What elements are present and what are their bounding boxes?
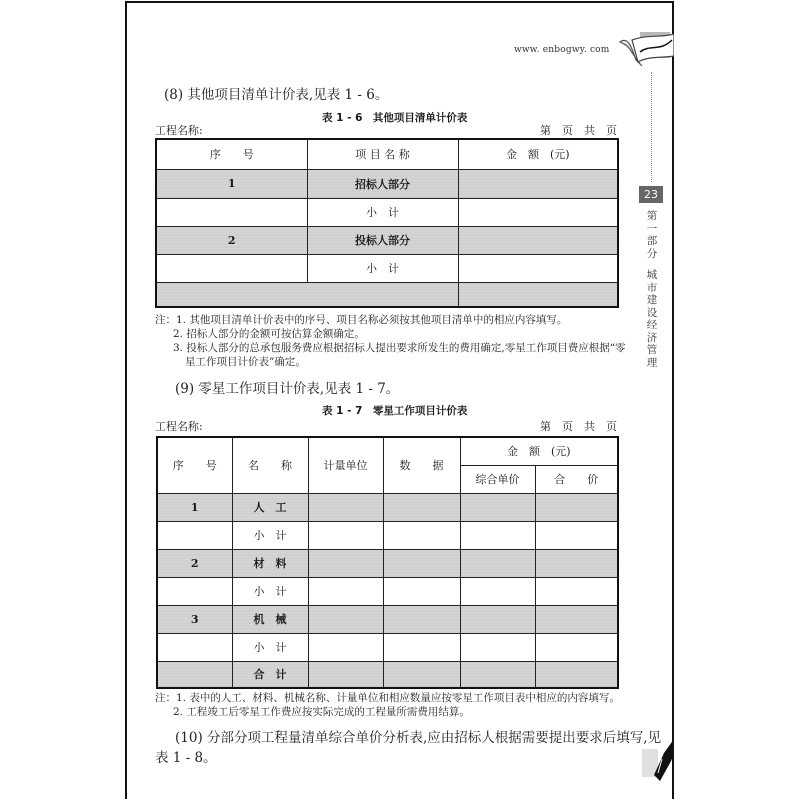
table-header-row: [156, 139, 618, 169]
table-row: 小 计: [157, 521, 618, 549]
table-row: 3 机 械: [157, 605, 618, 633]
table-1-7-note-2: 2. 工程竣工后零星工作费应按实际完成的工程量所需费用结算。: [173, 706, 470, 718]
table-row: 1 招标人部分: [156, 169, 618, 198]
page-count-label: 第 页 共 页: [540, 420, 617, 433]
col-header-amount: 金 额 (元): [460, 437, 618, 465]
table-row: [156, 282, 618, 307]
table-1-6-note-3-cont: 星工作项目计价表”确定。: [185, 356, 306, 368]
table-row: 小 计: [156, 254, 618, 282]
pen-nib-icon: [640, 735, 674, 785]
page-count-label: 第 页 共 页: [540, 124, 617, 137]
table-row: 2 材 料: [157, 549, 618, 577]
section-9-text: (9) 零星工作项目计价表,见表 1 - 7。: [175, 381, 400, 397]
project-name-label: 工程名称:: [155, 124, 203, 137]
table-row: 1 人 工: [157, 493, 618, 521]
section-10-text-line1: (10) 分部分项工程量清单综合单价分析表,应由招标人根据需要提出要求后填写,见: [175, 730, 662, 746]
project-name-label: 工程名称:: [155, 420, 203, 433]
table-row: 小 计: [157, 577, 618, 605]
col-header-unit-price: 综合单价: [460, 465, 535, 493]
col-header-data: 数 据: [383, 437, 460, 493]
section-10-text-line2: 表 1 - 8。: [155, 750, 217, 766]
table-1-6-note-3: 3. 投标人部分的总承包服务费应根据招标人提出要求所发生的费用确定,零星工作项目费应根据“零: [173, 342, 626, 354]
side-chapter-label: 第 一 部 分 城 市 建 设 经 济 管 理: [646, 210, 658, 369]
table-header-row: [157, 437, 618, 465]
table-1-7-caption: 表 1 - 7 零星工作项目计价表: [322, 405, 468, 417]
website-url: www. enbogwy. com: [514, 45, 610, 55]
table-row: 小 计: [157, 633, 618, 661]
table-total-row: 合 计: [157, 661, 618, 688]
section-8-text: (8) 其他项目清单计价表,见表 1 - 6。: [164, 87, 389, 103]
table-row: 小 计: [156, 198, 618, 226]
col-header-item-name: 项 目 名 称: [307, 139, 458, 169]
col-header-total-price: 合 价: [535, 465, 618, 493]
table-1-6-caption: 表 1 - 6 其他项目清单计价表: [322, 112, 468, 124]
page-number-tab: 23: [639, 186, 663, 203]
table-1-6-note-2: 2. 招标人部分的金额可按估算金额确定。: [173, 328, 365, 340]
table-row: 2 投标人部分: [156, 226, 618, 254]
dotted-guide-line: [651, 72, 652, 182]
scroll-quill-icon: [618, 30, 674, 70]
col-header-unit: 计量单位: [308, 437, 383, 493]
col-header-no: 序 号: [156, 139, 307, 169]
col-header-name: 名 称: [232, 437, 308, 493]
col-header-amount: 金 额 (元): [458, 139, 618, 169]
table-1-6-note-1: 注：1. 其他项目清单计价表中的序号、项目名称必须按其他项目清单中的相应内容填写。: [155, 314, 568, 326]
col-header-no: 序 号: [157, 437, 232, 493]
table-1-6: [155, 138, 619, 308]
table-1-7: [156, 436, 619, 689]
table-1-7-note-1: 注：1. 表中的人工、材料、机械名称、计量单位和相应数量应按零星工作项目表中相应的内容填写。: [155, 692, 620, 704]
